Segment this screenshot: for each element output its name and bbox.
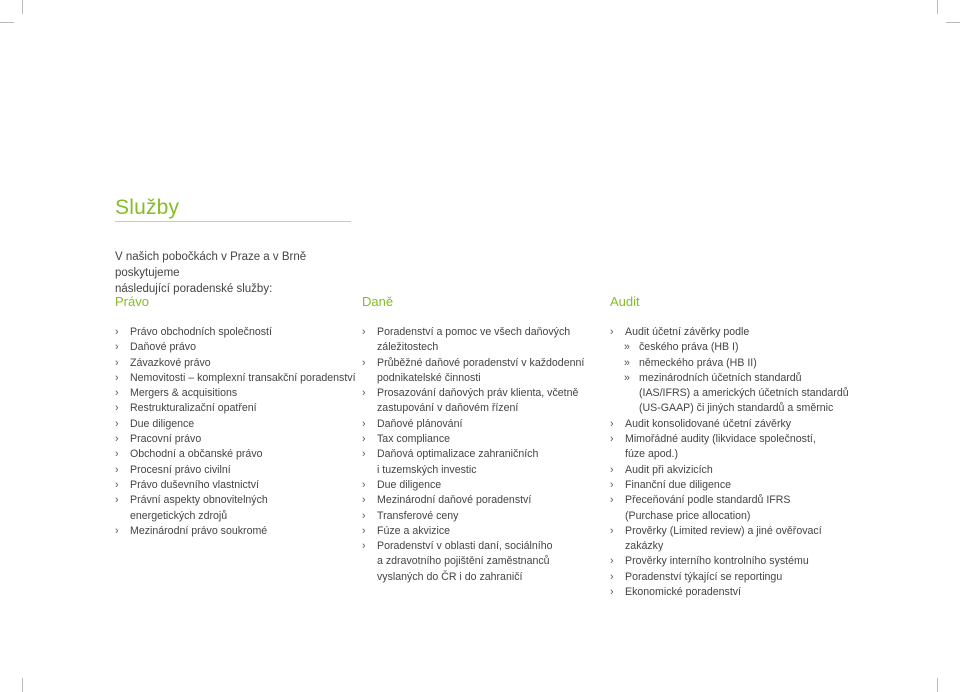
list-item: › Daňová optimalizace zahraničních bbox=[362, 447, 584, 462]
bullet-icon: › bbox=[115, 417, 119, 430]
crop-mark-top-left-h bbox=[0, 22, 14, 23]
crop-mark-bottom-left-v bbox=[22, 678, 23, 692]
list-item: › Finanční due diligence bbox=[610, 478, 849, 493]
sub-bullet-icon: » bbox=[624, 356, 630, 369]
list-item: › Daňové plánování bbox=[362, 417, 584, 432]
list-item: › Obchodní a občanské právo bbox=[115, 447, 356, 462]
bullet-icon: › bbox=[610, 326, 614, 338]
bullet-icon: › bbox=[115, 448, 119, 461]
list-item: › Prověrky (Limited review) a jiné ověřovací bbox=[610, 524, 849, 539]
crop-mark-top-left-v bbox=[22, 0, 23, 14]
bullet-icon: › bbox=[610, 586, 614, 599]
list-item: › Nemovitosti – komplexní transakční poradenství bbox=[115, 371, 356, 386]
sub-list-item: » německého práva (HB II) bbox=[610, 356, 849, 371]
bullet-icon: › bbox=[362, 494, 366, 507]
list-item: › Právo obchodních společností bbox=[115, 325, 356, 340]
list-item: › Restrukturalizační opatření bbox=[115, 401, 356, 416]
bullet-icon: › bbox=[115, 387, 119, 400]
list-item: › Pracovní právo bbox=[115, 432, 356, 447]
bullet-icon: › bbox=[362, 387, 366, 400]
bullet-icon: › bbox=[610, 570, 614, 583]
bullet-icon: › bbox=[362, 417, 366, 430]
crop-mark-top-right-v bbox=[937, 0, 938, 14]
heading-dane: Daně bbox=[362, 294, 394, 309]
list-item: › Transferové ceny bbox=[362, 509, 584, 524]
bullet-icon: › bbox=[115, 463, 119, 476]
list-item: › Mezinárodní právo soukromé bbox=[115, 524, 356, 539]
list-item-continuation: vyslaných do ČR i do zahraničí bbox=[377, 570, 523, 583]
list-item: › Průběžné daňové poradenství v každodenní bbox=[362, 356, 584, 371]
list-item: › Fúze a akvizice bbox=[362, 524, 584, 539]
bullet-icon: › bbox=[610, 555, 614, 568]
list-item: › Právo duševního vlastnictví bbox=[115, 478, 356, 493]
list-item: › Poradenství týkající se reportingu bbox=[610, 570, 849, 585]
list-item-continuation: a zdravotního pojištění zaměstnanců bbox=[377, 555, 550, 568]
list-item: › Poradenství v oblasti daní, sociálního bbox=[362, 539, 584, 554]
bullet-icon: › bbox=[362, 326, 366, 338]
list-item: › Ekonomické poradenství bbox=[610, 585, 849, 600]
list-item: › Audit při akvizicích bbox=[610, 463, 849, 478]
list-item: › Prověrky interního kontrolního systému bbox=[610, 554, 849, 569]
bullet-icon: › bbox=[610, 433, 614, 446]
bullet-icon: › bbox=[362, 478, 366, 491]
list-item-continuation: energetických zdrojů bbox=[130, 509, 228, 522]
list-item: › Tax compliance bbox=[362, 432, 584, 447]
list-item: › Due diligence bbox=[362, 478, 584, 493]
list-item: › Mezinárodní daňové poradenství bbox=[362, 493, 584, 508]
sub-list-item: » mezinárodních účetních standardů bbox=[610, 371, 849, 386]
list-item: › Závazkové právo bbox=[115, 356, 356, 371]
bullet-icon: › bbox=[610, 494, 614, 507]
list-item: › Procesní právo civilní bbox=[115, 463, 356, 478]
bullet-icon: › bbox=[115, 326, 119, 338]
bullet-icon: › bbox=[362, 433, 366, 446]
list-item: › Prosazování daňových práv klienta, včetně bbox=[362, 386, 584, 401]
list-item: › Právní aspekty obnovitelných bbox=[115, 493, 356, 508]
bullet-icon: › bbox=[362, 448, 366, 461]
list-item: › Poradenství a pomoc ve všech daňových bbox=[362, 325, 584, 340]
bullet-icon: › bbox=[610, 417, 614, 430]
list-item-continuation: záležitostech bbox=[377, 341, 439, 354]
sub-list-item-continuation: (US-GAAP) či jiných standardů a směrnic bbox=[639, 402, 834, 415]
list-item-continuation: zakázky bbox=[625, 540, 664, 553]
list-item: › Audit konsolidované účetní závěrky bbox=[610, 417, 849, 432]
crop-mark-bottom-right-v bbox=[937, 678, 938, 692]
bullet-icon: › bbox=[610, 478, 614, 491]
bullet-icon: › bbox=[115, 478, 119, 491]
list-item-continuation: zastupování v daňovém řízení bbox=[377, 402, 519, 415]
list-item: › Přeceňování podle standardů IFRS bbox=[610, 493, 849, 508]
heading-pravo: Právo bbox=[115, 294, 149, 309]
bullet-icon: › bbox=[362, 524, 366, 537]
intro-line: následující poradenské služby: bbox=[115, 283, 273, 295]
bullet-icon: › bbox=[362, 509, 366, 522]
crop-mark-top-right-h bbox=[946, 22, 960, 23]
heading-audit: Audit bbox=[610, 294, 640, 309]
sub-bullet-icon: » bbox=[624, 371, 630, 384]
list-item-continuation: podnikatelské činnosti bbox=[377, 371, 481, 384]
list-item: › Daňové právo bbox=[115, 340, 356, 355]
title-divider bbox=[115, 221, 351, 222]
list-item-continuation: i tuzemských investic bbox=[377, 463, 477, 476]
list-item: › Due diligence bbox=[115, 417, 356, 432]
list-item: › Mimořádné audity (likvidace společností, bbox=[610, 432, 849, 447]
bullet-icon: › bbox=[610, 524, 614, 537]
list-item: › Mergers & acquisitions bbox=[115, 386, 356, 401]
intro-text bbox=[115, 249, 355, 297]
list-item-continuation: fúze apod.) bbox=[625, 448, 679, 461]
bullet-icon: › bbox=[115, 524, 119, 537]
list-item-continuation: (Purchase price allocation) bbox=[625, 509, 751, 522]
bullet-icon: › bbox=[115, 371, 119, 384]
bullet-icon: › bbox=[115, 433, 119, 446]
sub-list-item-continuation: (IAS/IFRS) a amerických účetních standardů bbox=[639, 387, 849, 400]
bullet-icon: › bbox=[362, 540, 366, 553]
audit-list bbox=[610, 325, 849, 600]
dane-list bbox=[362, 325, 584, 585]
sub-bullet-icon: » bbox=[624, 341, 630, 354]
bullet-icon: › bbox=[610, 463, 614, 476]
page-title: Služby bbox=[115, 196, 180, 219]
bullet-icon: › bbox=[115, 402, 119, 415]
pravo-list bbox=[115, 325, 356, 539]
sub-list-item: » českého práva (HB I) bbox=[610, 340, 849, 355]
bullet-icon: › bbox=[362, 356, 366, 369]
bullet-icon: › bbox=[115, 341, 119, 354]
bullet-icon: › bbox=[115, 494, 119, 507]
list-item: › Audit účetní závěrky podle bbox=[610, 325, 849, 340]
bullet-icon: › bbox=[115, 356, 119, 369]
intro-line: V našich pobočkách v Praze a v Brně poskytujeme bbox=[115, 251, 307, 279]
